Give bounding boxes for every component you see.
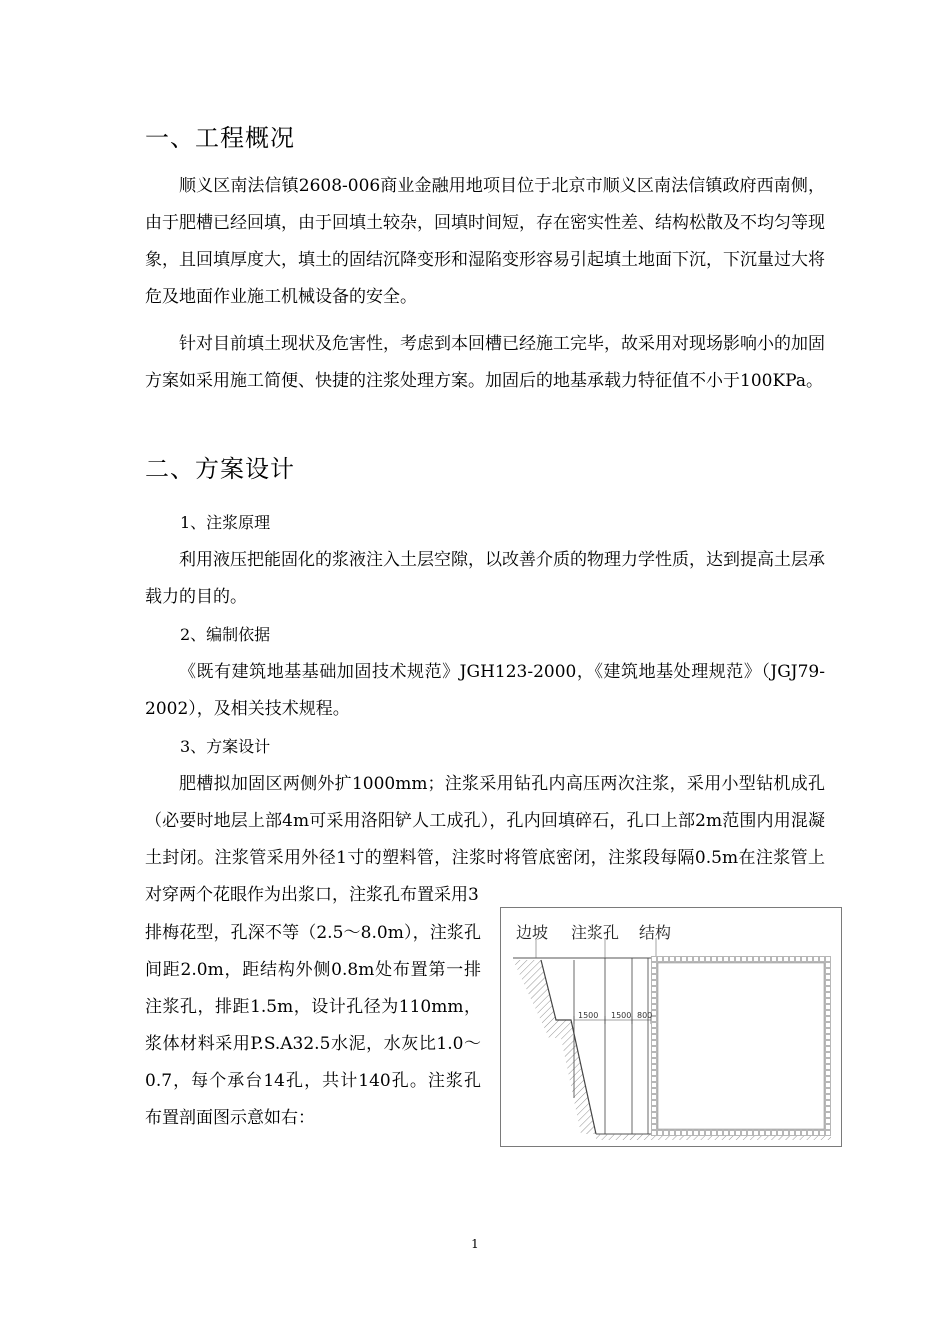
dimension-label-1: 1500 <box>578 1011 599 1020</box>
section-1-paragraph-2: 针对目前填土现状及危害性，考虑到本回槽已经施工完毕，故采用对现场影响小的加固方案如采用施工简便、快捷的注浆处理方案。加固后的地基承载力特征值不小于100KPa。 <box>145 334 825 391</box>
dimension-label-2: 1500 <box>611 1011 632 1020</box>
subsection-1-text: 利用液压把能固化的浆液注入土层空隙，以改善介质的物理力学性质，达到提高土层承载力的目的。 <box>145 550 825 607</box>
grouting-hole-section-diagram <box>500 907 842 1147</box>
subsection-2-title: 2、编制依据 <box>180 625 271 644</box>
section-2-title: 二、方案设计 <box>145 455 295 483</box>
subsection-3-text-continued: 排梅花型，孔深不等（2.5～8.0m），注浆孔间距2.0m，距结构外侧0.8m处布置第一排注浆孔，排距1.5m，设计孔径为110mm，浆体材料采用P.S.A32.5水泥，水灰比1.0～0.7，每个承台14孔，共计140孔。注浆孔布置剖面图示意如右： <box>145 923 481 1128</box>
structure-interior <box>658 963 824 1129</box>
subsection-3-text: 肥槽拟加固区两侧外扩1000mm；注浆采用钻孔内高压两次注浆，采用小型钻机成孔（必要时地层上部4m可采用洛阳铲人工成孔），孔内回填碎石，孔口上部2m范围内用混凝土封闭。注浆管采用外径1寸的塑料管，注浆时将管底密闭，注浆段每隔0.5m在注浆管上对穿两个花眼作为出浆口，注浆孔布置采用3 <box>145 774 825 905</box>
section-drawing <box>501 908 843 1148</box>
section-1-paragraph-1: 顺义区南法信镇2608-006商业金融用地项目位于北京市顺义区南法信镇政府西南侧，由于肥槽已经回填，由于回填土较杂，回填时间短，存在密实性差、结构松散及不均匀等现象，且回填厚度大，填土的固结沉降变形和湿陷变形容易引起填土地面下沉，下沉量过大将危及地面作业施工机械设备的安全。 <box>145 176 825 307</box>
subsection-2-text: 《既有建筑地基基础加固技术规范》JGH123-2000，《建筑地基处理规范》（JGJ79-2002），及相关技术规程。 <box>145 662 825 719</box>
page-number: 1 <box>471 1237 479 1251</box>
section-1-title: 一、工程概况 <box>145 124 295 152</box>
subsection-1-title: 1、注浆原理 <box>180 513 271 532</box>
subsection-3-title: 3、方案设计 <box>180 737 271 756</box>
dimension-label-3: 800 <box>637 1011 653 1020</box>
slope-hatch <box>513 960 599 1134</box>
slope-label: 边坡 <box>516 923 549 942</box>
structure-label: 结构 <box>639 923 672 942</box>
grouting-hole-label: 注浆孔 <box>571 923 620 942</box>
